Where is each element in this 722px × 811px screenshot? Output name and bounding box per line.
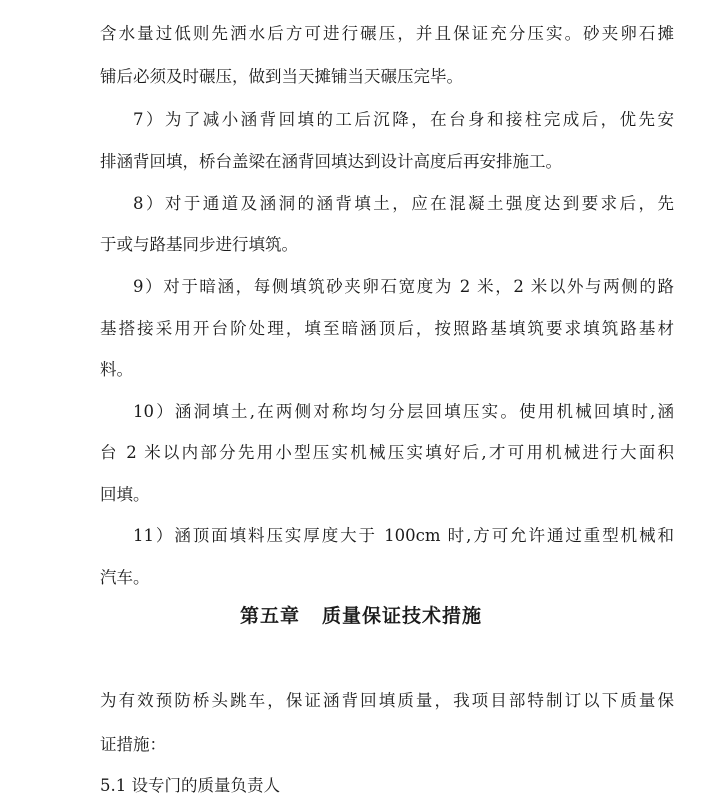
paragraph-8-line-2: 于或与路基同步进行填筑。	[100, 235, 298, 254]
paragraph-10-line-2: 台 2 米以内部分先用小型压实机械压实填好后,才可用机械进行大面积	[100, 443, 674, 462]
chapter-title: 质量保证技术措施	[322, 605, 483, 627]
paragraph-6-line-2: 含水量过低则先洒水后方可进行碾压，并且保证充分压实。砂夹卵石摊	[100, 24, 674, 43]
paragraph-9-line-2: 基搭接采用开台阶处理，填至暗涵顶后，按照路基填筑要求填筑路基材	[100, 319, 674, 338]
paragraph-8-line-1: 8）对于通道及涵洞的涵背填土，应在混凝土强度达到要求后，先	[133, 194, 674, 213]
paragraph-11-line-2: 汽车。	[100, 568, 150, 587]
paragraph-10-line-1: 10）涵洞填土,在两侧对称均匀分层回填压实。使用机械回填时,涵	[133, 402, 674, 421]
chapter-number: 第五章	[239, 605, 300, 627]
intro-line-2: 证措施：	[100, 735, 166, 754]
intro-line-1: 为有效预防桥头跳车，保证涵背回填质量，我项目部特制订以下质量保	[100, 691, 674, 710]
paragraph-11-line-1: 11）涵顶面填料压实厚度大于 100cm 时,方可允许通过重型机械和	[133, 526, 674, 545]
section-5-1-heading: 5.1 设专门的质量负责人	[100, 776, 280, 795]
paragraph-9-line-1: 9）对于暗涵，每侧填筑砂夹卵石宽度为 2 米，2 米以外与两侧的路	[133, 277, 674, 296]
paragraph-10-line-3: 回填。	[100, 485, 150, 504]
paragraph-9-line-3: 料。	[100, 360, 133, 379]
paragraph-7-line-1: 7）为了减小涵背回填的工后沉降，在台身和接柱完成后，优先安	[133, 110, 674, 129]
chapter-heading	[0, 603, 722, 629]
paragraph-7-line-2: 排涵背回填，桥台盖梁在涵背回填达到设计高度后再安排施工。	[100, 152, 562, 171]
paragraph-6-line-3: 铺后必须及时碾压，做到当天摊铺当天碾压完毕。	[100, 67, 463, 86]
